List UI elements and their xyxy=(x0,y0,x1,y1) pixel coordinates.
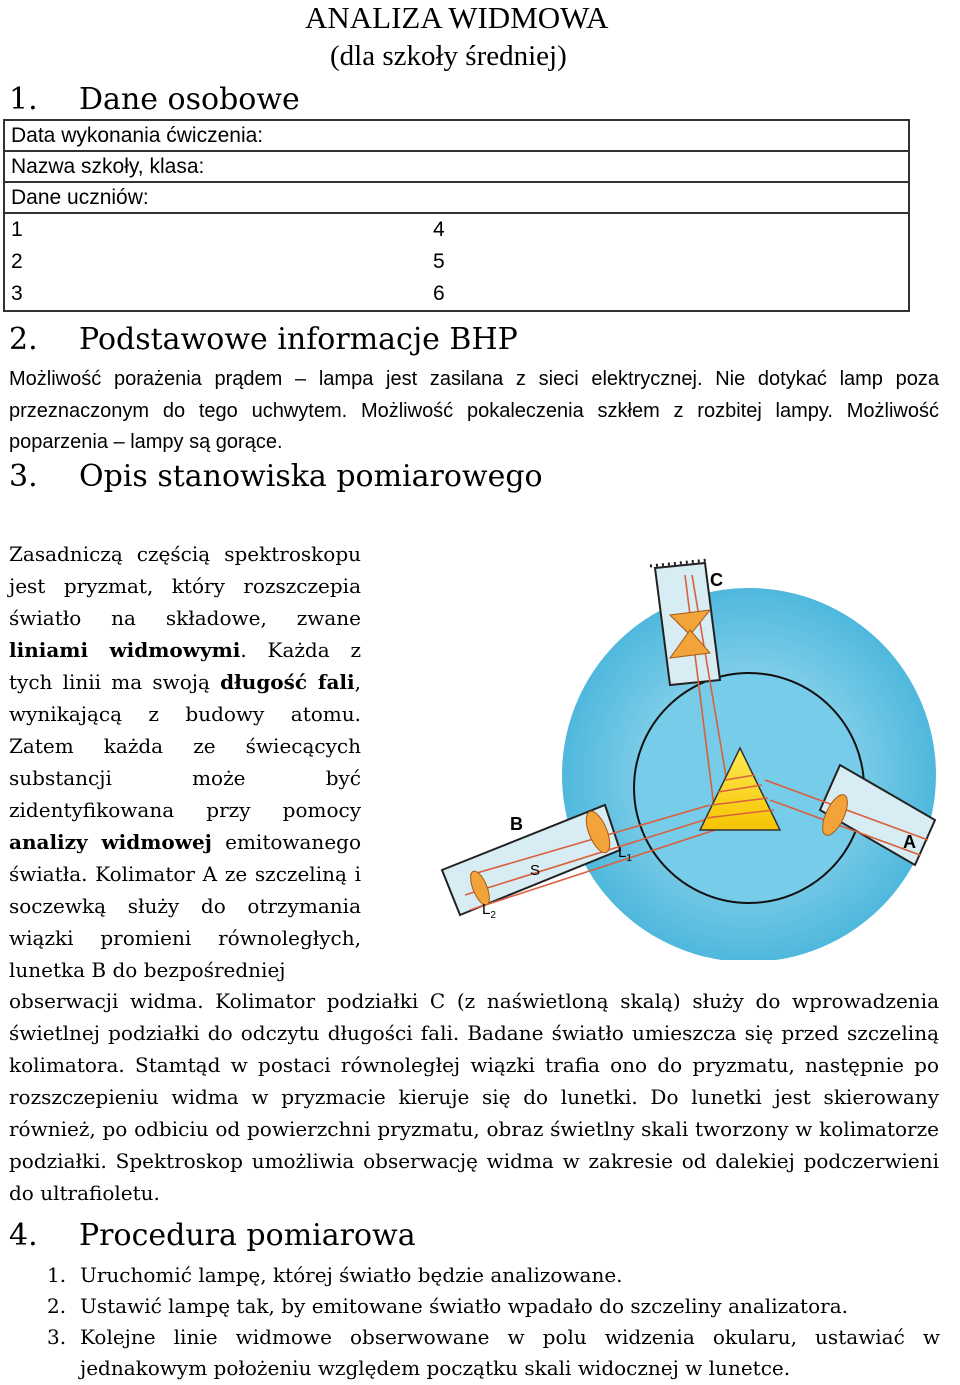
step-text: Kolejne linie widmowe obserwowane w polu widzenia okularu, ustawiać w jednakowym położeniu względem początku skali widocznej w lunetce. xyxy=(80,1325,940,1380)
label-b: B xyxy=(510,814,523,834)
step-text: Ustawić lampę tak, by emitowane światło wpadało do szczeliny analizatora. xyxy=(80,1294,848,1318)
label-c: C xyxy=(710,570,723,590)
term-spectral-lines: liniami widmowymi xyxy=(9,638,241,662)
step-number: 2. xyxy=(47,1294,67,1318)
row-students[interactable]: Dane uczniów: xyxy=(4,182,909,213)
procedure-step xyxy=(47,1322,940,1384)
text-run: emitowanego światła. Kolimator A ze szczeliną i soczewką służy do otrzymania wiązki promieni równoległych, lunetka B do bezpośredniej xyxy=(9,830,361,982)
station-description-paragraph-2: obserwacji widma. Kolimator podziałki C (z naświetloną skalą) służy do wprowadzenia świetlnej podziałki do odczytu długości fali. Badane światło umieszcza się przed szczeliną kolimatora. Stamtąd w postaci równoległej wiązki trafia ono do pryzmatu, następnie po rozszczepieniu widma w pryzmacie kieruje się do lunetki. Do lunetki jest skierowany również, po odbiciu od powierzchni pryzmatu, obraz świetlny skali tworzony w kolimatorze podziałki. Spektroskop umożliwia obserwację widma w zakresie od dalekiej podczerwieni do ultrafioletu. xyxy=(9,989,939,1205)
section-1-heading xyxy=(9,82,300,117)
step-number: 3. xyxy=(47,1325,67,1349)
section-2-title: Podstawowe informacje BHP xyxy=(79,322,518,357)
label-l2: $L_2$ xyxy=(482,901,496,921)
text-run: , wynikającą z budowy atomu. Zatem każda ze świecących substancji może być zidentyfikowana przy pomocy xyxy=(9,670,361,822)
procedure-step xyxy=(47,1260,940,1291)
term-spectral-analysis: analizy widmowej xyxy=(9,830,212,854)
section-4-title: Procedura pomiarowa xyxy=(79,1218,416,1253)
station-description-paragraph xyxy=(9,538,361,986)
bhp-paragraph: Możliwość porażenia prądem – lampa jest zasilana z sieci elektrycznej. Nie dotykać lamp poza przeznaczonym do tego uchwytem. Możliwość pokaleczenia szkłem z rozbitej lampy. Możliwość poparzenia – lampy są gorące. xyxy=(9,368,939,453)
station-description-continued xyxy=(9,985,939,1209)
station-description-column xyxy=(9,538,361,986)
row-school[interactable]: Nazwa szkoły, klasa: xyxy=(4,151,909,182)
section-1-number: 1. xyxy=(9,82,38,117)
term-wavelength: długość fali xyxy=(220,670,355,694)
label-a: A xyxy=(903,832,916,852)
section-2-heading xyxy=(9,322,518,357)
student-slot-4[interactable]: 4 xyxy=(427,213,909,246)
student-slot-3[interactable]: 3 xyxy=(4,278,427,311)
label-l1: $L_1$ xyxy=(618,844,632,864)
procedure-step xyxy=(47,1291,940,1322)
text-run: . Każda z tych linii ma swoją xyxy=(9,638,361,694)
step-number: 1. xyxy=(47,1263,67,1287)
student-slot-1[interactable]: 1 xyxy=(4,213,427,246)
title-line-1: ANALIZA WIDMOWA xyxy=(305,0,609,35)
section-3-number: 3. xyxy=(9,459,38,494)
student-slot-2[interactable]: 2 xyxy=(4,246,427,278)
personal-data-table xyxy=(3,119,910,312)
section-1-title: Dane osobowe xyxy=(79,82,300,117)
row-date[interactable]: Data wykonania ćwiczenia: xyxy=(4,120,909,151)
title-line-2: (dla szkoły średniej) xyxy=(330,40,567,72)
section-4-number: 4. xyxy=(9,1218,38,1253)
text-run: Zasadniczą częścią spektroskopu jest pryzmat, który rozszczepia światło na składowe, zwane xyxy=(9,542,361,630)
section-4-heading xyxy=(9,1218,416,1253)
spectroscope-diagram xyxy=(370,530,945,960)
section-2-number: 2. xyxy=(9,322,38,357)
step-text: Uruchomić lampę, której światło będzie analizowane. xyxy=(80,1263,623,1287)
section-3-heading xyxy=(9,459,543,494)
section-3-title: Opis stanowiska pomiarowego xyxy=(79,459,543,494)
student-slot-6[interactable]: 6 xyxy=(427,278,909,311)
label-s: S xyxy=(530,862,541,879)
student-slot-5[interactable]: 5 xyxy=(427,246,909,278)
